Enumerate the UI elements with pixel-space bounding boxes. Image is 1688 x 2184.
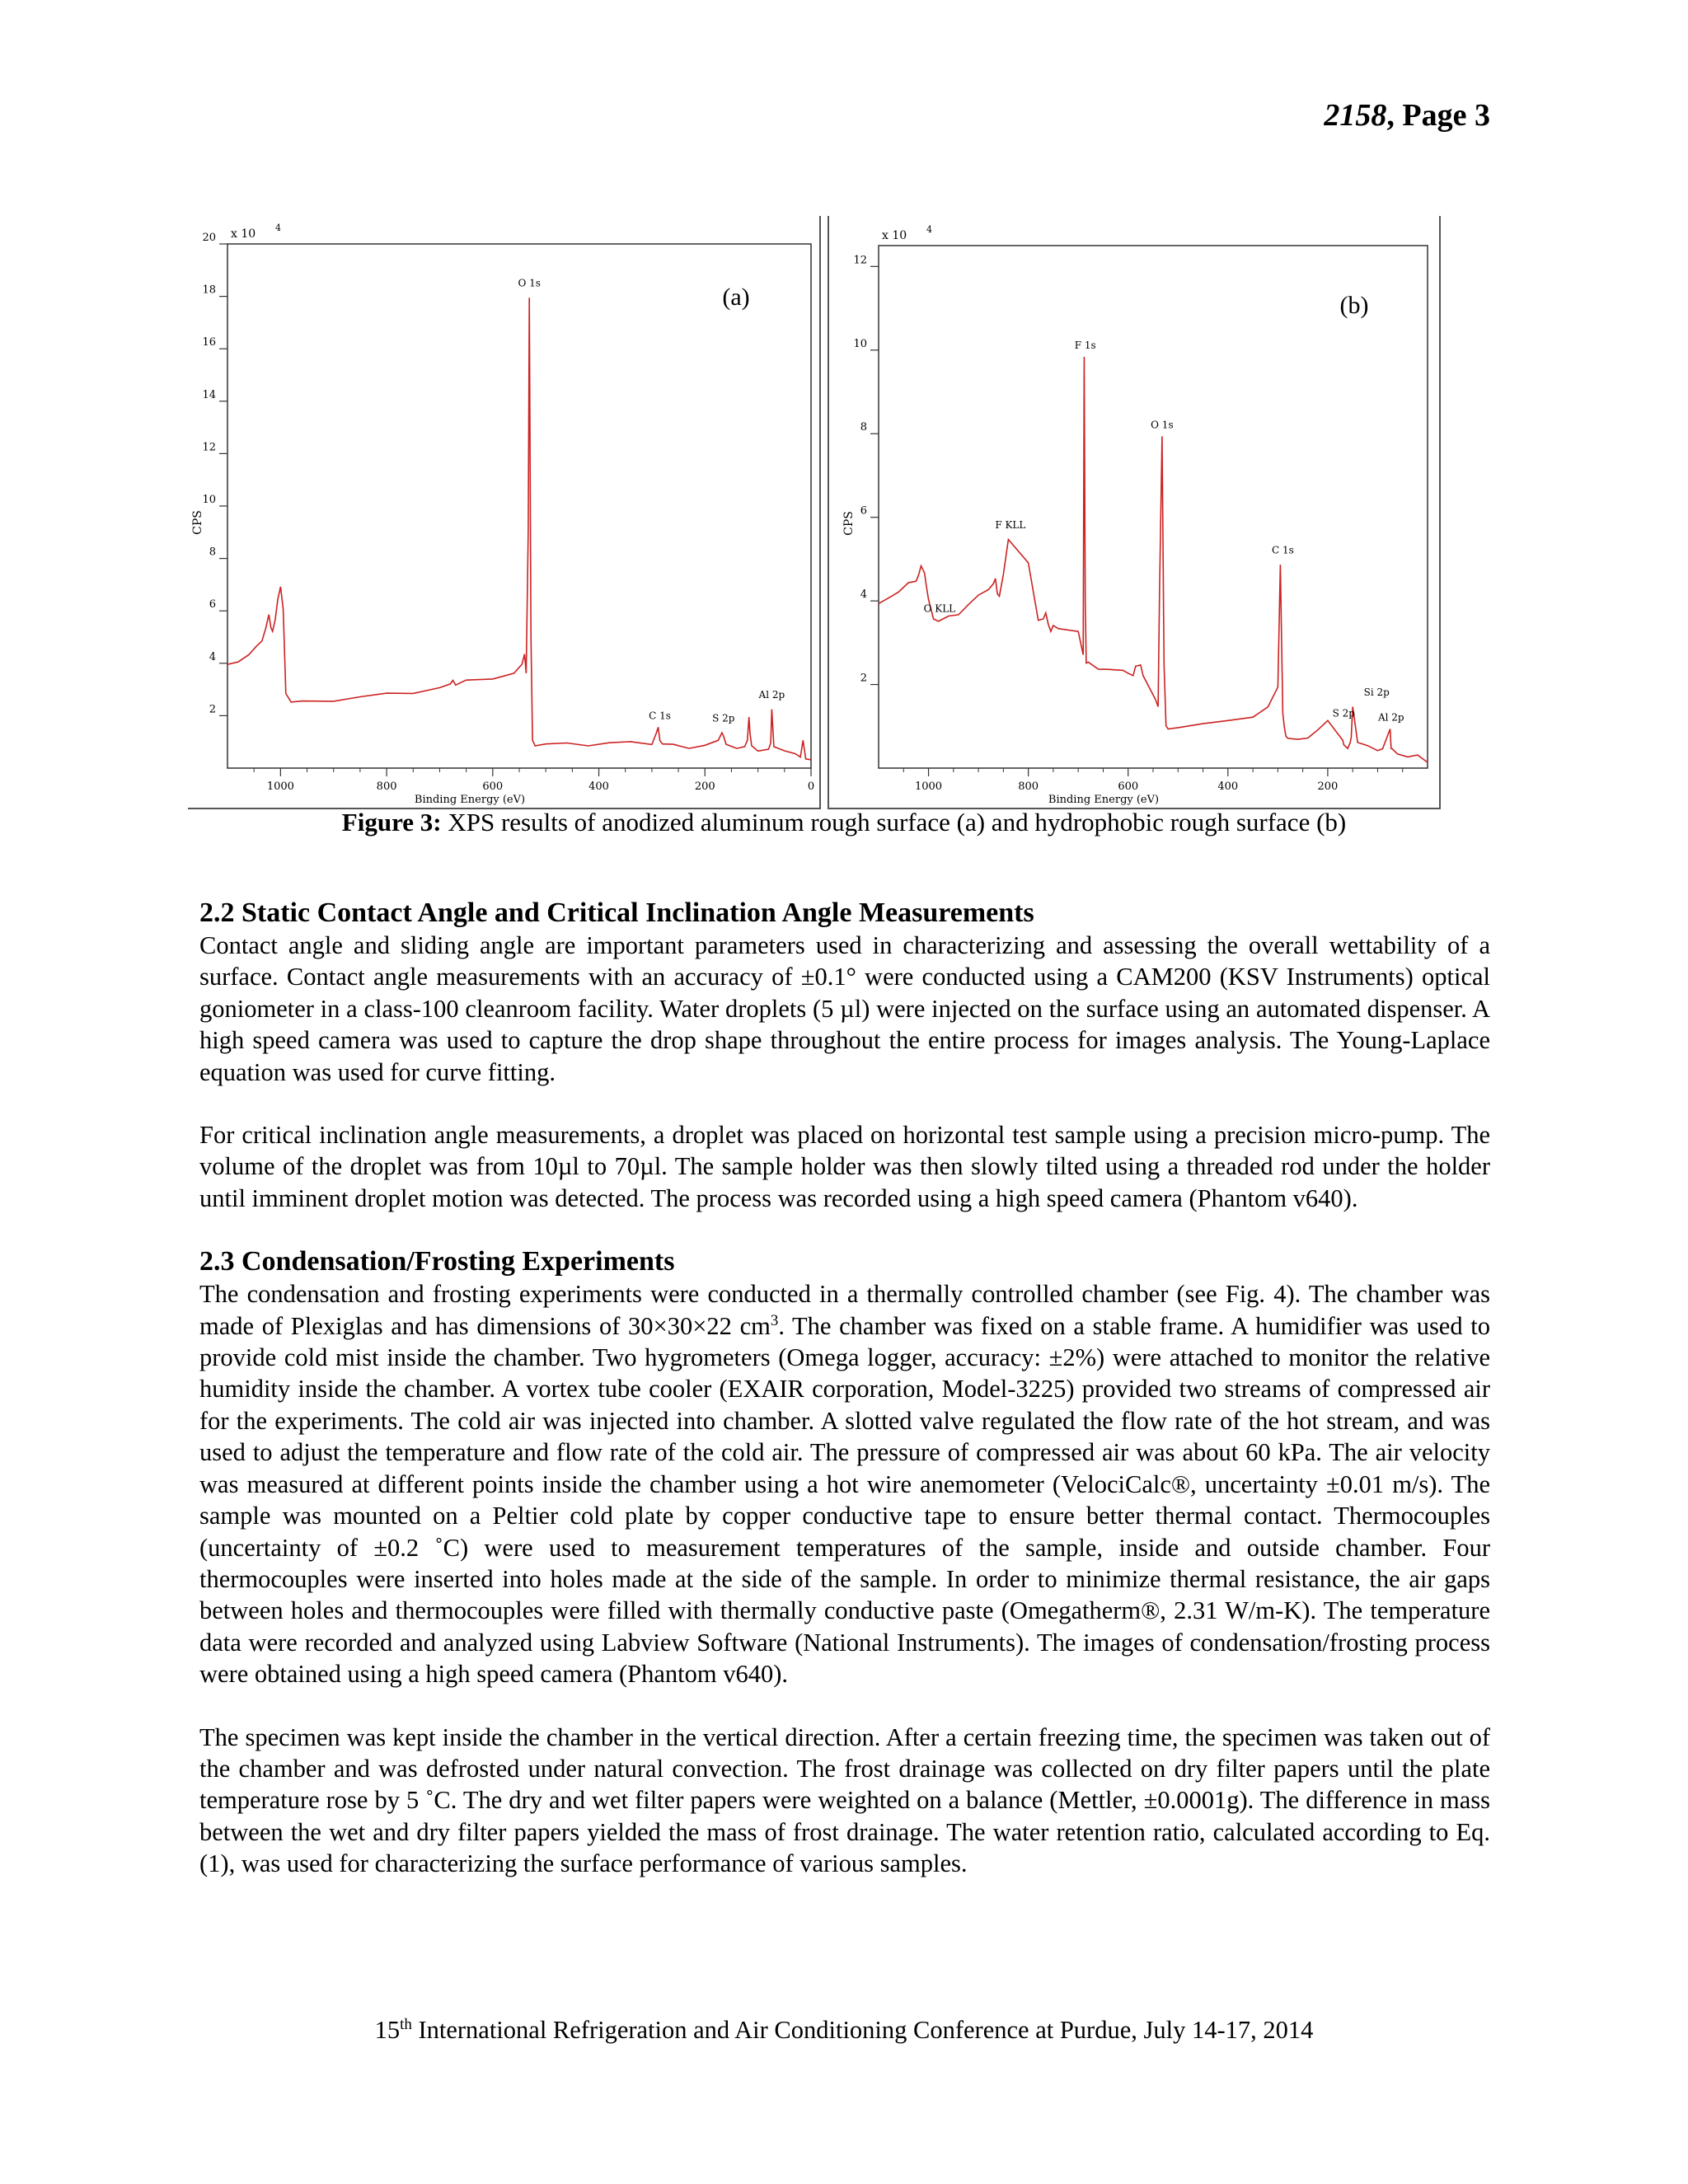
figure-caption-label: Figure 3: [341, 808, 442, 837]
x-tick-label: 200 [1317, 780, 1339, 793]
x-tick-label: 1000 [914, 780, 943, 793]
x-tick-label: 0 [807, 780, 815, 793]
x-tick-label: 200 [694, 780, 715, 793]
y-multiplier-exponent: 4 [275, 223, 281, 233]
section-heading-2-3: 2.3 Condensation/Frosting Experiments [199, 1246, 675, 1277]
peak-label: O 1s [1151, 419, 1174, 431]
superscript: 3 [770, 1311, 779, 1329]
y-tick-label: 20 [202, 232, 216, 244]
x-tick-label: 1000 [266, 780, 294, 793]
paragraph-text: The condensation and frosting experiments were conducted in a thermally controlled chamber (see Fig. 4). The chamber was made of Plexiglas and has dimensions of 30×30×22 cm [199, 1280, 1490, 1340]
y-tick-label: 4 [209, 650, 216, 663]
y-tick-label: 8 [209, 546, 216, 559]
y-tick-label: 12 [202, 441, 216, 454]
page-label: , Page 3 [1386, 98, 1490, 133]
xps-chart-a-svg [188, 216, 819, 808]
footer-number: 15 [374, 2016, 401, 2044]
section-heading-2-2: 2.2 Static Contact Angle and Critical Inclination Angle Measurements [199, 898, 1034, 928]
y-tick-label: 12 [853, 254, 867, 267]
spectrum-line [227, 298, 811, 760]
paragraph: The specimen was kept inside the chamber in the vertical direction. After a certain freezing time, the specimen was taken out of the chamber and was defrosted under natural convection. The frost drainage was collected on dry filter papers until the plate temperature rose by 5 ˚C. The dry and wet filter papers were weighted on a balance (Mettler, ±0.0001g). The difference in mass between the wet and dry filter papers yielded the mass of frost drainage. The water retention ratio, calculated according to Eq. (1), was used for characterizing the surface performance of various samples. [199, 1722, 1490, 1878]
peak-label: O 1s [518, 277, 541, 289]
paragraph: For critical inclination angle measurements, a droplet was placed on horizontal test sample using a precision micro-pump. The volume of the droplet was from 10µl to 70µl. The sample holder was then slowly tilted using a threaded rod under the holder until imminent droplet motion was detected. The process was recorded using a high speed camera (Phantom v640). [199, 1121, 1490, 1212]
peak-label: C 1s [1272, 544, 1294, 556]
y-tick-label: 2 [209, 703, 216, 716]
x-tick-label: 800 [1018, 780, 1039, 793]
figure-caption-text: XPS results of anodized aluminum rough surface (a) and hydrophobic rough surface (b) [441, 808, 1347, 837]
peak-label: Si 2p [1363, 686, 1390, 698]
y-tick-label: 2 [860, 672, 867, 685]
panel-label: (a) [722, 284, 750, 311]
y-tick-label: 14 [202, 388, 216, 401]
y-tick-label: 6 [209, 598, 216, 612]
peak-label: Al 2p [1377, 711, 1404, 724]
y-tick-label: 4 [860, 588, 867, 602]
body-content [199, 897, 1490, 1880]
y-tick-label: 18 [202, 284, 216, 297]
xps-chart-b [828, 216, 1441, 809]
peak-label: S 2p [1332, 707, 1355, 719]
spectrum-line [879, 357, 1428, 762]
footer-superscript: th [400, 2015, 412, 2033]
paragraph-text: . The chamber was fixed on a stable frame. A humidifier was used to provide cold mist inside the chamber. Two hygrometers (Omega logger, accuracy: ±2%) were attached to monitor the relative humidity inside the chamber. A vortex tube cooler (EXAIR corporation, Model-3225) provided two streams of compressed air for the experiments. The cold air was injected into chamber. A slotted valve regulated the flow rate of the hot stream, and was used to adjust the temperature and flow rate of the cold air. The pressure of compressed air was about 60 kPa. The air velocity was measured at different points inside the chamber using a hot wire anemometer (VelociCalc®, uncertainty ±0.01 m/s). The sample was mounted on a Peltier cold plate by copper conductive tape to ensure better thermal contact. Thermocouples (uncertainty of ±0.2 ˚C) were used to measurement temperatures of the sample, inside and outside chamber. Four thermocouples were inserted into holes made at the side of the sample. In order to minimize thermal resistance, the air gaps between holes and thermocouples were filled with thermally conductive paste (Omegatherm®, 2.31 W/m-K). The temperature data were recorded and analyzed using Labview Software (National Instruments). The images of condensation/frosting process were obtained using a high speed camera (Phantom v640). [199, 1311, 1490, 1689]
page-footer [0, 2016, 1688, 2045]
y-multiplier: x 10 [882, 229, 907, 242]
paper-number: 2158 [1324, 98, 1387, 133]
plot-frame [227, 244, 811, 768]
y-multiplier-exponent: 4 [926, 224, 932, 235]
peak-label: F 1s [1074, 339, 1096, 351]
x-axis-label: Binding Energy (eV) [414, 794, 526, 806]
y-tick-label: 10 [853, 337, 867, 350]
panel-label: (b) [1339, 292, 1369, 319]
x-tick-label: 600 [482, 780, 504, 793]
paragraph [199, 1278, 1490, 1690]
peak-label: C 1s [649, 710, 671, 722]
x-axis-label: Binding Energy (eV) [1048, 794, 1160, 806]
y-axis-label: CPS [842, 511, 856, 536]
y-tick-label: 10 [202, 494, 216, 506]
x-tick-label: 400 [588, 780, 609, 793]
paragraph: Contact angle and sliding angle are important parameters used in characterizing and assessing the overall wettability of a surface. Contact angle measurements with an accuracy of ±0.1° were conducted using a CAM200 (KSV Instruments) optical goniometer in a class-100 cleanroom facility. Water droplets (5 µl) were injected on the surface using an automated dispenser. A high speed camera was used to capture the drop shape throughout the entire process for images analysis. The Young-Laplace equation was used for curve fitting. [199, 931, 1490, 1086]
x-tick-label: 400 [1217, 780, 1239, 793]
plot-frame [879, 246, 1428, 768]
peak-label: S 2p [712, 712, 735, 724]
peak-label: Al 2p [758, 688, 785, 701]
page-header [1324, 97, 1490, 134]
y-tick-label: 6 [860, 504, 867, 518]
y-multiplier: x 10 [231, 227, 256, 241]
xps-chart-a [188, 216, 821, 809]
y-tick-label: 8 [860, 421, 867, 434]
x-tick-label: 600 [1118, 780, 1139, 793]
peak-label: O KLL [923, 602, 956, 615]
peak-label: F KLL [995, 519, 1026, 532]
footer-text: International Refrigeration and Air Conditioning Conference at Purdue, July 14-17, 2014 [411, 2016, 1314, 2044]
y-tick-label: 16 [202, 336, 216, 349]
figure-caption [198, 808, 1490, 837]
y-axis-label: CPS [191, 510, 204, 535]
xps-chart-b-svg [829, 216, 1439, 808]
x-tick-label: 800 [376, 780, 397, 793]
